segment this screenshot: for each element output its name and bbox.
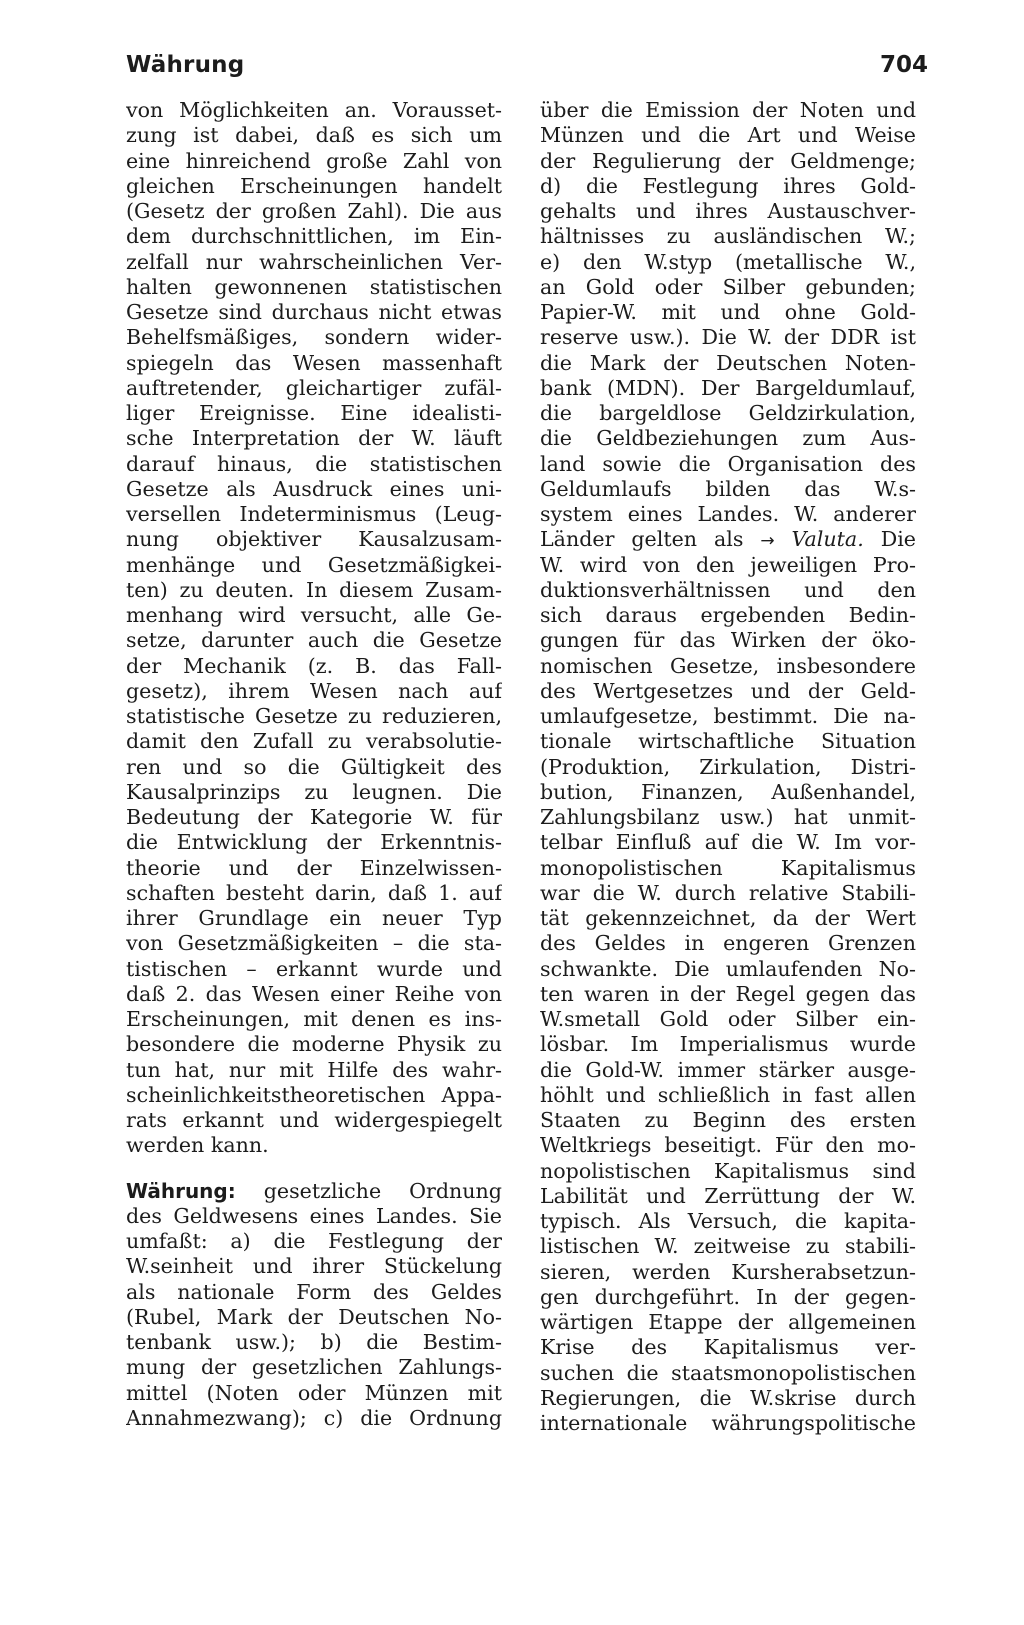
text-line: Bedeutung der Kategorie W. für [126,805,502,829]
text-line: Krise des Kapitalismus ver- [540,1335,916,1360]
entry-waehrung [126,1179,502,1432]
text-line: ihrer Grundlage ein neuer Typ [126,906,502,930]
continued-entry-text [126,98,502,1159]
text-line: Weltkriegs beseitigt. Für den mo- [540,1133,916,1158]
text-line: W.seinheit und ihrer Stückelung [126,1254,502,1279]
cross-reference-link[interactable]: Valuta. [774,527,864,552]
text-line: ren und so die Gültigkeit des [126,754,502,779]
text-line: rats erkannt und widergespiegelt [126,1108,502,1132]
text-line: Kausalprinzips zu leugnen. Die [126,779,502,804]
text-line: die Gold-W. immer stärker ausge- [540,1057,916,1082]
text-line: ten) zu deuten. In diesem Zusam- [126,577,502,602]
text-line: gleichen Erscheinungen handelt [126,173,502,198]
text-line: internationale währungspolitische [540,1411,916,1435]
text-line: bution, Finanzen, Außenhandel, [540,779,916,804]
text-line: sche Interpretation der W. läuft [126,426,502,451]
text-line: Papier-W. mit und ohne Gold- [540,300,916,324]
text-line: suchen die staatsmonopolistischen [540,1360,916,1385]
text-line: theorie und der Einzelwissen- [126,855,502,880]
arrow-right-icon: → [760,531,775,552]
text-line: gen durchgeführt. In der gegen- [540,1284,916,1309]
text-line: W.smetall Gold oder Silber ein- [540,1007,916,1031]
text-line: duktionsverhältnissen und den [540,577,916,602]
text-line: sich daraus ergebenden Bedin- [540,603,916,627]
text-line: der Regulierung der Geldmenge; [540,148,916,173]
text-line: die Geldbeziehungen zum Aus- [540,426,916,451]
text-line: scheinlichkeitstheoretischen Appa- [126,1082,502,1107]
text-line: lösbar. Im Imperialismus wurde [540,1032,916,1057]
text-line: der Mechanik (z. B. das Fall- [126,653,502,678]
entry-continuation-text [540,98,916,527]
text-line: monopolistischen Kapitalismus [540,855,916,880]
text-line: tenbank usw.); b) die Bestim- [126,1330,502,1354]
text-line: Staaten zu Beginn des ersten [540,1108,916,1132]
text-line: nopolistischen Kapitalismus sind [540,1158,916,1183]
text-line: ten waren in der Regel gegen das [540,981,916,1006]
text-line: (Produktion, Zirkulation, Distri- [540,754,916,779]
text-line: nomischen Gesetze, insbesondere [540,653,916,678]
text-line: versellen Indeterminismus (Leug- [126,502,502,526]
text-line: halten gewonnenen statistischen [126,274,502,299]
text-line: als nationale Form des Geldes [126,1279,502,1304]
text-line: reserve usw.). Die W. der DDR ist [540,325,916,350]
text-line: die Mark der Deutschen Noten- [540,350,916,375]
text-line: von Gesetzmäßigkeiten – die sta- [126,931,502,956]
entry-definition-start: gesetzliche Ordnung [235,1178,502,1203]
text-line: bank (MDN). Der Bargeldumlauf, [540,375,916,400]
text-line [126,1179,502,1204]
text-line: spiegeln das Wesen massenhaft [126,350,502,375]
text-line: des Geldes in engeren Grenzen [540,931,916,956]
text-line: Gesetze als Ausdruck eines uni- [126,476,502,501]
text-line: daß 2. das Wesen einer Reihe von [126,981,502,1006]
text-line: Erscheinungen, mit denen es ins- [126,1007,502,1031]
text-line: liger Ereignisse. Eine idealisti- [126,401,502,425]
text-line: darauf hinaus, die statistischen [126,451,502,476]
left-column [126,98,502,1431]
text-line: die bargeldlose Geldzirkulation, [540,401,916,425]
text-line: Labilität und Zerrüttung der W. [540,1183,916,1208]
text-line: eine hinreichend große Zahl von [126,148,502,173]
right-column [540,98,916,1436]
text-line: Annahmezwang); c) die Ordnung [126,1405,502,1430]
text-line: tun hat, nur mit Hilfe des wahr- [126,1057,502,1082]
text-line: gungen für das Wirken der öko- [540,628,916,653]
running-head: Währung [126,52,245,78]
text-line: d) die Festlegung ihres Gold- [540,173,916,198]
text-line: system eines Landes. W. anderer [540,502,916,526]
text-line: Geldumlaufs bilden das W.s- [540,476,916,501]
text-line: wärtigen Etappe der allgemeinen [540,1310,916,1334]
text-line: (Gesetz der großen Zahl). Die aus [126,199,502,223]
text-line: Regierungen, die W.skrise durch [540,1385,916,1410]
text-line: tät gekennzeichnet, da der Wert [540,906,916,930]
text-line: setze, darunter auch die Gesetze [126,628,502,653]
text-line: land sowie die Organisation des [540,451,916,476]
entry-continuation-text-2 [540,553,916,1437]
text-line: Behelfsmäßiges, sondern wider- [126,325,502,350]
text-line: damit den Zufall zu verabsolutie- [126,729,502,754]
text-line: listischen W. zeitweise zu stabili- [540,1234,916,1259]
text-line: Zahlungsbilanz usw.) hat unmit- [540,805,916,829]
text-line: an Gold oder Silber gebunden; [540,274,916,299]
text-line: sieren, werden Kursherabsetzun- [540,1259,916,1284]
text-line: nung objektiver Kausalzusam- [126,527,502,552]
entry-separator [126,1159,502,1179]
text-line: Münzen und die Art und Weise [540,123,916,148]
text-line: dem durchschnittlichen, im Ein- [126,224,502,249]
text-line: zelfall nur wahrscheinlichen Ver- [126,249,502,274]
text-line: höhlt und schließlich in fast allen [540,1082,916,1107]
text-line: umlaufgesetze, bestimmt. Die na- [540,704,916,728]
text-line: des Wertgesetzes und der Geld- [540,678,916,703]
text-line: W. wird von den jeweiligen Pro- [540,552,916,577]
text-line: besondere die moderne Physik zu [126,1032,502,1057]
text-line: die Entwicklung der Erkenntnis- [126,830,502,855]
text-line: menhänge und Gesetzmäßigkei- [126,552,502,577]
page-number: 704 [879,52,928,78]
text-line: gehalts und ihres Austauschver- [540,199,916,223]
text-line: telbar Einfluß auf die W. Im vor- [540,830,916,855]
text-line: tistischen – erkannt wurde und [126,956,502,981]
text-line: hältnisses zu ausländischen W.; [540,224,916,249]
text-line: zung ist dabei, daß es sich um [126,123,502,148]
text-line: Gesetze sind durchaus nicht etwas [126,300,502,324]
text-line: über die Emission der Noten und [540,98,916,122]
text-line: von Möglichkeiten an. Vorausset- [126,98,502,122]
text-line: des Geldwesens eines Landes. Sie [126,1203,502,1228]
text-line: schwankte. Die umlaufenden No- [540,956,916,981]
text-line: schaften besteht darin, daß 1. auf [126,880,502,905]
xref-suffix: Die [863,527,916,552]
text-line: werden kann. [126,1133,269,1158]
text-line: umfaßt: a) die Festlegung der [126,1229,502,1253]
text-line: mung der gesetzlichen Zahlungs- [126,1355,502,1380]
entry-definition-text [126,1204,502,1431]
text-line: auftretender, gleichartiger zufäl- [126,375,502,400]
entry-headword: Währung: [126,1178,236,1203]
text-line: war die W. durch relative Stabili- [540,880,916,905]
text-line: typisch. Als Versuch, die kapita- [540,1209,916,1233]
text-line: e) den W.styp (metallische W., [540,249,916,274]
text-line: (Rubel, Mark der Deutschen No- [126,1304,502,1329]
text-line: menhang wird versucht, alle Ge- [126,603,502,627]
xref-prefix: Länder gelten als [540,527,761,552]
text-line: tionale wirtschaftliche Situation [540,729,916,754]
text-line: mittel (Noten oder Münzen mit [126,1380,502,1405]
text-line: statistische Gesetze zu reduzieren, [126,704,502,728]
text-line-cross-reference [540,527,916,552]
text-line: gesetz), ihrem Wesen nach auf [126,678,502,703]
